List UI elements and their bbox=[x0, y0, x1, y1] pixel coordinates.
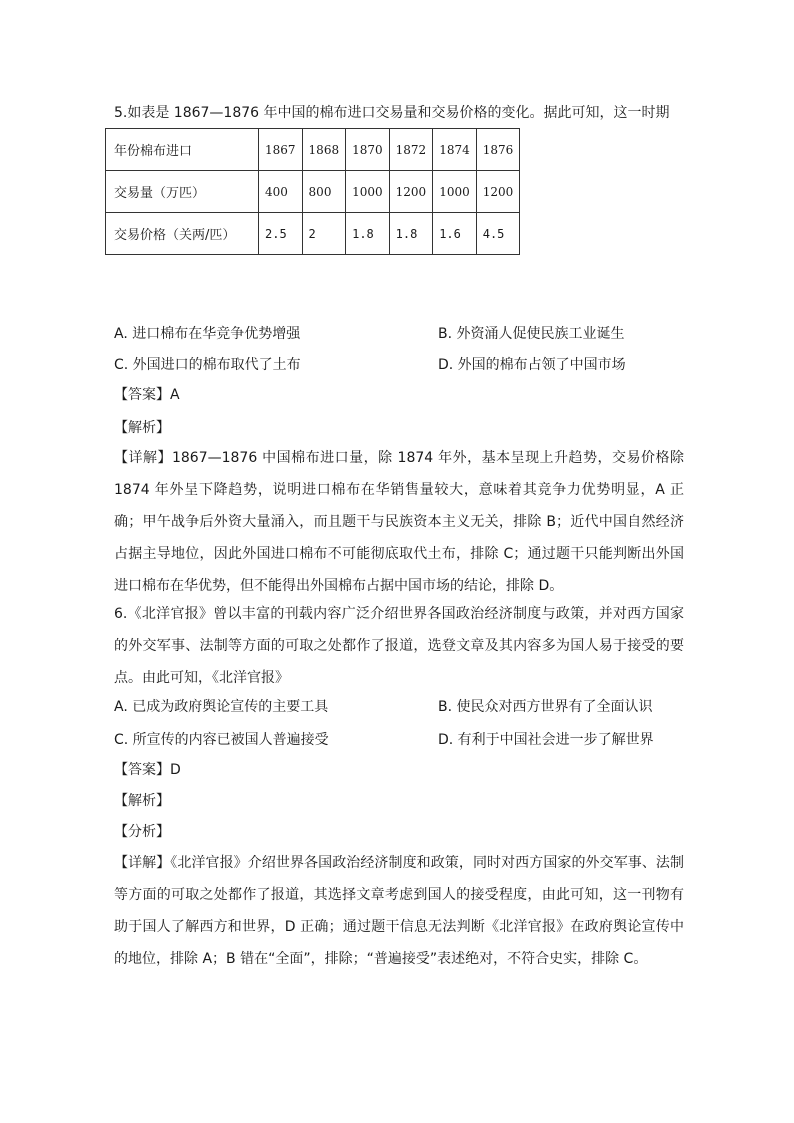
q6-option-a: A. 已成为政府舆论宣传的主要工具 bbox=[114, 699, 329, 715]
q6-analysis-label: 【解析】 bbox=[114, 793, 170, 809]
q5-option-c: C. 外国进口的棉布取代了土布 bbox=[114, 357, 301, 373]
q5-detail: 【详解】1867—1876 中国棉布进口量，除 1874 年外，基本呈现上升趋势，交易价格除 1874 年外呈下降趋势，说明进口棉布在华销售量较大，意味着其竞争力优势明显，A 正确；甲午战争后外资大量涌入，而且题干与民族资本主义无关，排除 B；近代中国自然经济占据主导地位，因此外国进口棉布不可能彻底取代土布，排除 C；通过题干只能判断出外国进口棉布在华优势，但不能得出外国棉布占据中国市场的结论，排除 D。 bbox=[114, 450, 684, 594]
table-cell: 2.5 bbox=[259, 213, 303, 255]
table-cell: 800 bbox=[302, 171, 346, 213]
q6-answer: 【答案】D bbox=[114, 762, 181, 778]
table-row bbox=[106, 213, 520, 255]
table-cell: 1872 bbox=[389, 129, 433, 171]
table-cell: 交易价格（关两/匹） bbox=[106, 213, 259, 255]
q6-stem: 6.《北洋官报》曾以丰富的刊载内容广泛介绍世界各国政治经济制度与政策，并对西方国家的外交军事、法制等方面的可取之处都作了报道，选登文章及其内容多为国人易于接受的要点。由此可知，《北洋官报》 bbox=[114, 606, 684, 686]
table-cell: 年份棉布进口 bbox=[106, 129, 259, 171]
table-cell: 1.8 bbox=[389, 213, 433, 255]
table-cell: 1.8 bbox=[346, 213, 390, 255]
q6-option-b: B. 使民众对西方世界有了全面认识 bbox=[438, 699, 653, 715]
table-cell: 400 bbox=[259, 171, 303, 213]
table-cell: 1867 bbox=[259, 129, 303, 171]
q6-fenxi-label: 【分析】 bbox=[114, 824, 170, 840]
q5-option-d: D. 外国的棉布占领了中国市场 bbox=[438, 357, 626, 373]
q6-option-c: C. 所宣传的内容已被国人普遍接受 bbox=[114, 732, 329, 748]
q5-option-b: B. 外资涌人促使民族工业诞生 bbox=[438, 326, 625, 342]
q5-stem: 5.如表是 1867—1876 年中国的棉布进口交易量和交易价格的变化。据此可知，这一时期 bbox=[114, 105, 670, 121]
q5-table bbox=[105, 128, 520, 255]
table-cell: 1000 bbox=[346, 171, 390, 213]
table-cell: 1.6 bbox=[433, 213, 477, 255]
table-cell: 交易量（万匹） bbox=[106, 171, 259, 213]
q5-answer: 【答案】A bbox=[114, 387, 180, 403]
table-cell: 1874 bbox=[433, 129, 477, 171]
table-row bbox=[106, 171, 520, 213]
table-cell: 1870 bbox=[346, 129, 390, 171]
table-cell: 4.5 bbox=[476, 213, 520, 255]
q5-analysis-label: 【解析】 bbox=[114, 420, 170, 436]
table-cell: 1000 bbox=[433, 171, 477, 213]
table-cell: 1200 bbox=[389, 171, 433, 213]
q6-option-d: D. 有利于中国社会进一步了解世界 bbox=[438, 732, 654, 748]
q5-option-a: A. 进口棉布在华竞争优势增强 bbox=[114, 326, 301, 342]
table-cell: 1876 bbox=[476, 129, 520, 171]
table-cell: 1868 bbox=[302, 129, 346, 171]
table-cell: 2 bbox=[302, 213, 346, 255]
q6-detail: 【详解】《北洋官报》介绍世界各国政治经济制度和政策，同时对西方国家的外交军事、法制等方面的可取之处都作了报道，其选择文章考虑到国人的接受程度，由此可知，这一刊物有助于国人了解西方和世界，D 正确；通过题干信息无法判断《北洋官报》在政府舆论宣传中的地位，排除 A；B 错在“全面”，排除；“普遍接受”表述绝对，不符合史实，排除 C。 bbox=[114, 855, 684, 967]
table-row bbox=[106, 129, 520, 171]
table-cell: 1200 bbox=[476, 171, 520, 213]
